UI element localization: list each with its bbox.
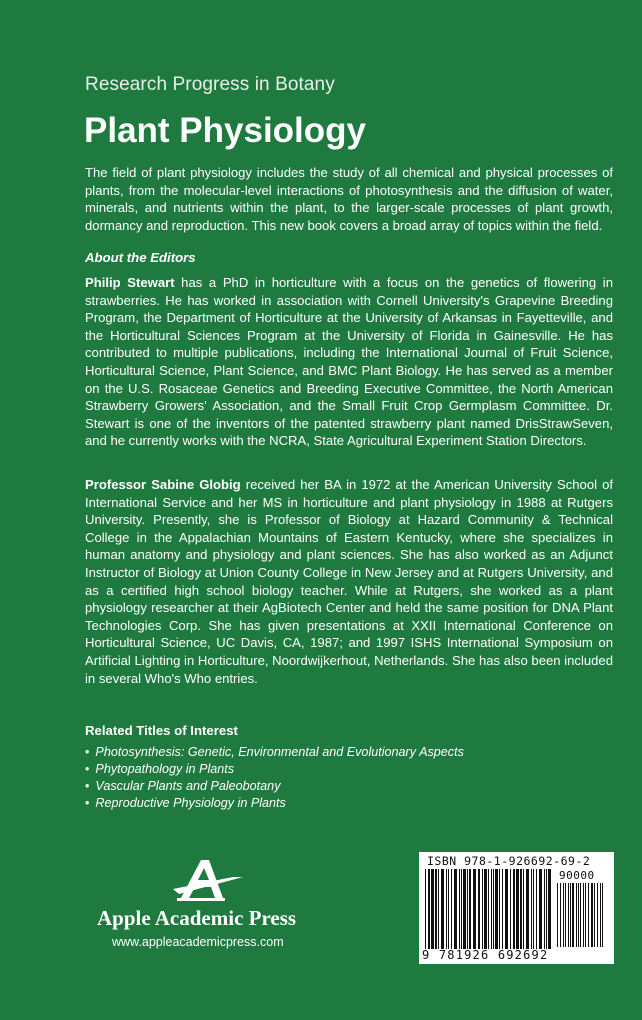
barcode-bar	[463, 869, 466, 949]
price-code: 90000	[559, 869, 595, 882]
barcode-bar	[539, 869, 542, 949]
barcode-bar	[488, 869, 489, 949]
price-barcode-bars	[557, 883, 607, 947]
barcode-bar	[473, 869, 476, 949]
editor-bio-text: has a PhD in horticulture with a focus on the genetics of flowering in strawberries. He has worked in association with Cornell University's Grapevine Breeding Program, the Department of Horticulture at the University of Arkansas in Fayetteville, and the Horticultural Sciences Program at the University of Florida in Gainesville. He has contributed to multiple publications, including the International Journal of Fruit Science, Horticultural Science, Plant Science, and BMC Plant Biology. He has served as a member on the U.S. Rosaceae Genetics and Breeding Executive Committee, the North American Strawberry Growers' Association, and the Small Fruit Crop Germplasm Committee. Dr. Stewart is one of the inventors of the patented strawberry plant named DrisStrawSeven, and he currently works with the NCRA, State Agricultural Experiment Station Directors.	[85, 275, 613, 449]
barcode-bar	[493, 869, 494, 949]
barcode-bar	[563, 883, 564, 947]
barcode-bar	[560, 883, 561, 947]
editor-name: Professor Sabine Globig	[85, 477, 241, 492]
isbn-label: ISBN 978-1-926692-69-2	[427, 854, 591, 868]
barcode-bar	[491, 869, 492, 949]
book-title: Plant Physiology	[84, 111, 366, 150]
editor-bio-text: received her BA in 1972 at the American University School of International Service and her MS in horticulture and plant physiology in 1988 at Rutgers University. Presently, she is Professor of Biology at Hazard Community & Technical College in the Appalachian Mountains of Eastern Kentucky, where she specializes in human anatomy and physiology and plant sciences. She has also worked as an Adjunct Instructor of Biology at Union County College in New Jersey and at Rutgers University, and as a certified high school biology teacher. While at Rutgers, she worked as a plant physiology researcher at their AgBiotech Center and held the same position for DNA Plant Technologies Corp. She has given presentations at XXII International Conference on Horticultural Science, UC Davis, CA, 1987; and 1997 ISHS International Symposium on Artificial Lighting in Horticulture, Noordwijkerhout, Netherlands. She has also been included in several Who's Who entries.	[85, 477, 613, 686]
barcode-bar	[495, 869, 498, 949]
barcode-bar	[428, 869, 430, 949]
barcode-bar	[425, 869, 426, 949]
barcode-bar	[597, 883, 598, 947]
editor-bio	[85, 476, 613, 687]
ean-number: 9 781926 692692	[422, 948, 549, 962]
barcode-bar	[531, 869, 532, 949]
barcode-bar	[435, 869, 437, 949]
barcode-bar	[588, 883, 589, 947]
barcode-bar	[591, 883, 593, 947]
barcode-bar	[499, 869, 500, 949]
editor-name: Philip Stewart	[85, 275, 175, 290]
barcode-bar	[594, 883, 595, 947]
related-titles-heading: Related Titles of Interest	[85, 723, 238, 738]
barcode-bar	[570, 883, 571, 947]
bullet-icon: •	[85, 779, 90, 793]
editors-heading: About the Editors	[85, 250, 196, 265]
barcode-bar	[469, 869, 471, 949]
publisher-website: www.appleacademicpress.com	[112, 935, 284, 949]
related-title-item: • Reproductive Physiology in Plants	[85, 796, 286, 810]
book-description: The field of plant physiology includes the study of all chemical and physical processes of plants, from the molecular-level interactions of photosynthesis and the diffusion of water, minerals, and nutrients within the plant, to the larger-scale processes of plant growth, dormancy and reproduction. This new book covers a broad array of topics within the field.	[85, 165, 613, 233]
barcode-bar	[478, 869, 480, 949]
barcode-bar	[467, 869, 468, 949]
barcode-bar	[451, 869, 452, 949]
barcode	[419, 852, 614, 964]
barcode-bar	[431, 869, 434, 949]
barcode-bar	[513, 869, 515, 949]
barcode-bar	[448, 869, 449, 949]
barcode-bar	[533, 869, 534, 949]
barcode-bar	[523, 869, 524, 949]
barcode-bar	[578, 883, 579, 947]
publisher-name: Apple Academic Press	[97, 906, 297, 930]
barcode-bar	[446, 869, 447, 949]
publisher-logo-icon	[173, 860, 243, 905]
barcode-bar	[546, 869, 547, 949]
editor-bio	[85, 274, 613, 450]
related-titles-list	[85, 744, 464, 812]
barcode-bar	[576, 883, 577, 947]
related-title-item: • Photosynthesis: Genetic, Environmental and Evolutionary Aspects	[85, 745, 464, 759]
bullet-icon: •	[85, 796, 90, 810]
barcode-bar	[520, 869, 522, 949]
barcode-bar	[516, 869, 519, 949]
barcode-bar	[502, 869, 503, 949]
barcode-bar	[565, 883, 566, 947]
barcode-bar	[526, 869, 529, 949]
barcode-bar	[600, 883, 601, 947]
barcode-bar	[557, 883, 558, 947]
barcode-bar	[484, 869, 487, 949]
bullet-icon: •	[85, 762, 90, 776]
barcode-bar	[568, 883, 569, 947]
barcode-bar	[454, 869, 457, 949]
barcode-bar	[461, 869, 462, 949]
barcode-bar	[505, 869, 508, 949]
barcode-bar	[602, 883, 603, 947]
barcode-bar	[482, 869, 483, 949]
barcode-bar	[580, 883, 581, 947]
barcode-bar	[441, 869, 444, 949]
barcode-bar	[536, 869, 537, 949]
related-title-item: • Phytopathology in Plants	[85, 762, 235, 776]
barcode-bar	[438, 869, 439, 949]
barcode-bar	[585, 883, 586, 947]
bullet-icon: •	[85, 745, 90, 759]
barcode-bar	[572, 883, 574, 947]
barcode-bar	[510, 869, 511, 949]
barcode-bars	[425, 869, 551, 949]
related-title-item: • Vascular Plants and Paleobotany	[85, 779, 281, 793]
barcode-bar	[548, 869, 551, 949]
barcode-bar	[459, 869, 460, 949]
barcode-bar	[583, 883, 584, 947]
series-title: Research Progress in Botany	[85, 74, 335, 95]
barcode-bar	[544, 869, 545, 949]
